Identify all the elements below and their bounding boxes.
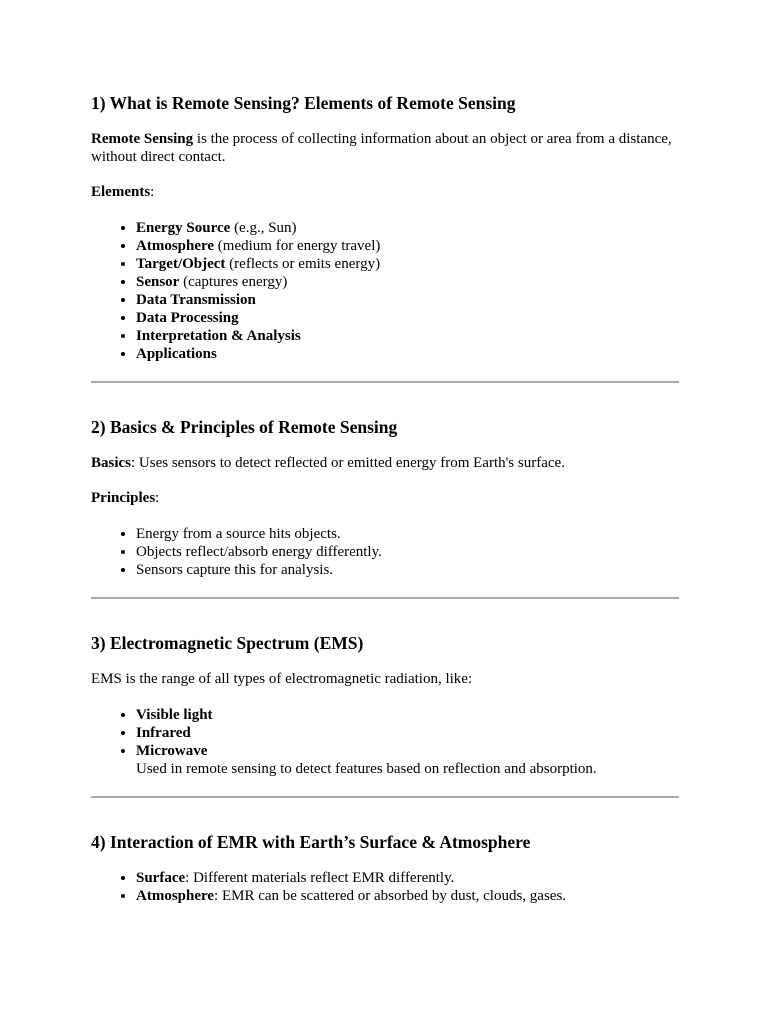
list-item-text: : EMR can be scattered or absorbed by dust, clouds, gases.: [214, 888, 567, 904]
ems-types-list: [91, 706, 681, 778]
list-item-term: Visible light: [136, 707, 213, 723]
list-item: • Sensors capture this for analysis.: [136, 561, 681, 579]
list-item-note: (captures energy): [179, 274, 288, 290]
section-heading: 4) Interaction of EMR with Earth’s Surface & Atmosphere: [91, 832, 531, 852]
list-item-term: Infrared: [136, 725, 191, 741]
interaction-list: [91, 869, 681, 905]
section-divider: [91, 597, 679, 599]
basics-text: : Uses sensors to detect reflected or emitted energy from Earth's surface.: [131, 455, 565, 471]
list-item: [136, 309, 681, 327]
list-item-term: Surface: [136, 870, 186, 886]
list-item: [136, 742, 681, 778]
list-item-term: Target/Object: [136, 256, 226, 272]
section-divider: [91, 381, 679, 383]
list-item-note: (medium for energy travel): [214, 238, 381, 254]
section-heading: 2) Basics & Principles of Remote Sensing: [91, 417, 398, 437]
basics-label: Basics: [91, 455, 132, 471]
list-item: • Energy from a source hits objects.: [136, 525, 681, 543]
list-item: [136, 869, 681, 887]
list-item-term: Atmosphere: [136, 238, 215, 254]
basics-paragraph: [91, 454, 681, 472]
list-item: • Objects reflect/absorb energy differently.: [136, 543, 681, 561]
list-item-term: Sensor: [136, 274, 180, 290]
list-item: [136, 219, 681, 237]
definition-text: is the process of collecting information about an object or area from a distance, without direct contact.: [91, 131, 672, 165]
list-item-term: Atmosphere: [136, 888, 215, 904]
section-heading: 3) Electromagnetic Spectrum (EMS): [91, 633, 364, 653]
document-content: [91, 93, 681, 905]
list-item-term: Energy Source: [136, 220, 231, 236]
section-basics-principles: [91, 417, 681, 599]
principles-label-paragraph: [91, 489, 681, 507]
elements-colon: :: [150, 184, 155, 200]
elements-list: [91, 219, 681, 363]
list-item: [136, 345, 681, 363]
definition-paragraph: [91, 130, 681, 166]
section-divider: [91, 796, 679, 798]
list-item: [136, 273, 681, 291]
list-item-note: (e.g., Sun): [230, 220, 297, 236]
list-item-text: : Different materials reflect EMR differently.: [185, 870, 455, 886]
section-remote-sensing: [91, 93, 681, 383]
list-item-note: (reflects or emits energy): [225, 256, 381, 272]
list-item-term: Microwave: [136, 743, 208, 759]
list-item: [136, 255, 681, 273]
section-heading: 1) What is Remote Sensing? Elements of Remote Sensing: [91, 93, 516, 113]
list-item: [136, 291, 681, 309]
principles-colon: :: [155, 490, 160, 506]
elements-label: Elements: [91, 184, 151, 200]
definition-term: Remote Sensing: [91, 131, 194, 147]
list-item-term: Data Transmission: [136, 292, 256, 308]
list-item: [136, 237, 681, 255]
list-item: [136, 724, 681, 742]
list-item-term: Interpretation & Analysis: [136, 328, 301, 344]
elements-label-paragraph: [91, 183, 681, 201]
list-item: [136, 887, 681, 905]
principles-label: Principles: [91, 490, 156, 506]
section-ems: [91, 633, 681, 798]
ems-intro: EMS is the range of all types of electromagnetic radiation, like:: [91, 671, 473, 687]
ems-note: Used in remote sensing to detect features based on reflection and absorption.: [136, 761, 597, 777]
list-item: [136, 327, 681, 345]
list-item-term: Applications: [136, 346, 217, 362]
list-item-term: Data Processing: [136, 310, 239, 326]
section-emr-interaction: [91, 832, 681, 905]
list-item: [136, 706, 681, 724]
principles-list: [91, 525, 681, 579]
